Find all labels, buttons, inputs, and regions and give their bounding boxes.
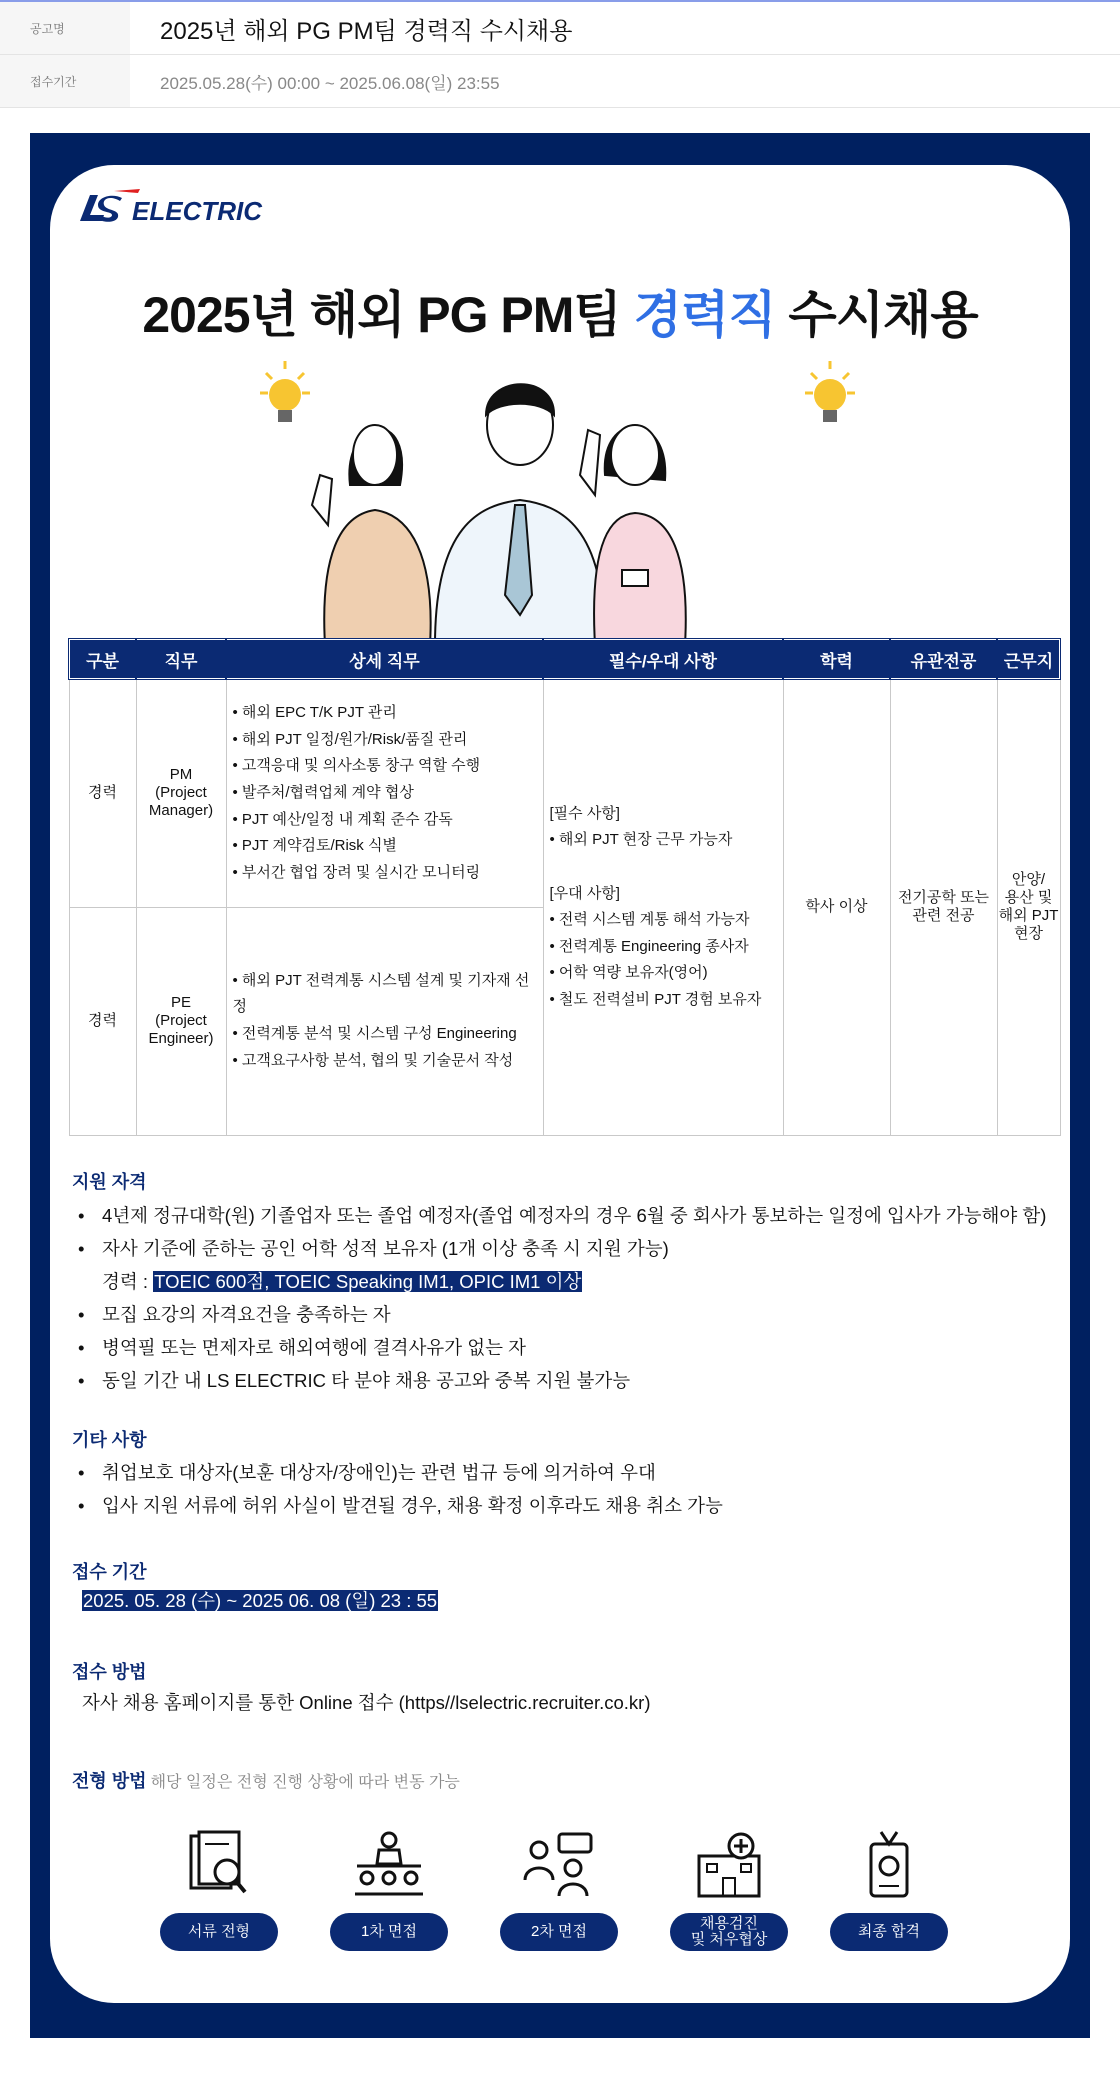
title-accent: 경력직 bbox=[633, 287, 776, 343]
list-item: • 발주처/협력업체 계약 협상 bbox=[232, 783, 414, 801]
cell-type: 경력 bbox=[69, 679, 136, 907]
list-item: • 취업보호 대상자(보훈 대상자/장애인)는 관련 법규 등에 의거하여 우대 bbox=[72, 1456, 723, 1489]
step-label: 채용검진 및 처우협상 bbox=[670, 1913, 788, 1951]
list-item: • 해외 PJT 현장 근무 가능자 bbox=[549, 831, 733, 849]
list-item: • 4년제 정규대학(원) 기졸업자 또는 졸업 예정자(졸업 예정자의 경우 6월 중 회사가 통보하는 일정에 입사가 가능해야 함) bbox=[72, 1199, 1046, 1232]
cell-type: 경력 bbox=[69, 907, 136, 1135]
step-final bbox=[830, 1830, 948, 1960]
step-interview-2 bbox=[500, 1830, 618, 1960]
posting-period-row bbox=[0, 55, 1120, 108]
panel-interview-icon bbox=[349, 1830, 429, 1900]
woman-left-figure bbox=[312, 425, 431, 645]
list-item: • 어학 역량 보유자(영어) bbox=[549, 964, 708, 982]
pm-details-list bbox=[233, 700, 543, 886]
list-item: • 전력계통 Engineering 종사자 bbox=[549, 937, 749, 955]
step-interview-1 bbox=[330, 1830, 448, 1960]
document-review-icon bbox=[179, 1830, 259, 1900]
etc-list bbox=[72, 1456, 723, 1522]
svg-text:ELECTRIC: ELECTRIC bbox=[132, 196, 262, 226]
etc-heading: 기타 사항 bbox=[72, 1430, 147, 1450]
list-item: • PJT 계약검토/Risk 식별 bbox=[232, 837, 397, 855]
col-header-requirements: 필수/우대 사항 bbox=[543, 639, 783, 679]
list-item: • 자사 기준에 준하는 공인 어학 성적 보유자 (1개 이상 충족 시 지원 가능) bbox=[72, 1232, 1046, 1265]
list-item: [필수 사항] bbox=[549, 804, 620, 822]
list-item: • 병역필 또는 면제자로 해외여행에 결격사유가 없는 자 bbox=[72, 1331, 1046, 1364]
col-header-details: 상세 직무 bbox=[226, 639, 543, 679]
cell-major: 전기공학 또는 관련 전공 bbox=[890, 679, 997, 1135]
period-value bbox=[82, 1587, 438, 1613]
col-header-type: 구분 bbox=[69, 639, 136, 679]
requirements-list bbox=[550, 801, 783, 1014]
list-item: • 해외 PJT 전력계통 시스템 설계 및 기자재 선정 bbox=[232, 971, 530, 1016]
list-item: • 해외 PJT 일정/원가/Risk/품질 관리 bbox=[232, 730, 468, 748]
step-label: 1차 면접 bbox=[330, 1913, 448, 1951]
step-document bbox=[160, 1830, 278, 1960]
language-highlight: TOEIC 600점, TOEIC Speaking IM1, OPIC IM1 이상 bbox=[154, 1271, 582, 1292]
list-item: • PJT 예산/일정 내 계획 준수 감독 bbox=[232, 810, 453, 828]
list-item: • 입사 지원 서류에 허위 사실이 발견될 경우, 채용 확정 이후라도 채용 취소 가능 bbox=[72, 1489, 723, 1522]
cell-education: 학사 이상 bbox=[783, 679, 890, 1135]
cell-role: PM (Project Manager) bbox=[136, 679, 226, 907]
list-item: • 철도 전력설비 PJT 경험 보유자 bbox=[549, 991, 762, 1009]
list-item: • 전력계통 분석 및 시스템 구성 Engineering bbox=[232, 1025, 517, 1042]
poster-card bbox=[50, 165, 1070, 2003]
poster-main-title bbox=[50, 275, 1070, 347]
lightbulb-left-icon bbox=[260, 361, 310, 422]
list-item: • 모집 요강의 자격요건을 충족하는 자 bbox=[72, 1298, 1046, 1331]
posting-title-label: 공고명 bbox=[0, 2, 130, 54]
step-label: 최종 합격 bbox=[830, 1913, 948, 1951]
step-label: 2차 면접 bbox=[500, 1913, 618, 1951]
interview-chat-icon bbox=[519, 1830, 599, 1900]
cell-requirements bbox=[543, 679, 783, 1135]
list-item: • 고객요구사항 분석, 협의 및 기술문서 작성 bbox=[232, 1051, 514, 1069]
cell-location: 안양/ 용산 및 해외 PJT 현장 bbox=[997, 679, 1060, 1135]
language-requirement bbox=[72, 1265, 1046, 1298]
cell-details bbox=[226, 679, 543, 907]
period-heading: 접수 기간 bbox=[72, 1562, 147, 1582]
method-heading: 접수 방법 bbox=[72, 1662, 147, 1682]
posting-period-label: 접수기간 bbox=[0, 55, 130, 107]
posting-period-value: 2025.05.28(수) 00:00 ~ 2025.06.08(일) 23:55 bbox=[160, 73, 500, 93]
list-item: • 부서간 협업 장려 및 실시간 모니터링 bbox=[232, 863, 481, 881]
list-item: • 전력 시스템 계통 해석 가능자 bbox=[549, 911, 750, 929]
job-table bbox=[68, 638, 1061, 1136]
col-header-education: 학력 bbox=[783, 639, 890, 679]
job-table-header bbox=[69, 639, 1060, 679]
woman-right-figure bbox=[594, 425, 686, 645]
id-badge-icon bbox=[849, 1830, 929, 1900]
title-part1: 2025년 해외 PG PM팀 bbox=[142, 287, 634, 343]
table-row bbox=[69, 679, 1060, 907]
step-health-check bbox=[670, 1830, 788, 1960]
col-header-location: 근무지 bbox=[997, 639, 1060, 679]
ls-electric-logo bbox=[80, 187, 320, 227]
step-label: 서류 전형 bbox=[160, 1913, 278, 1951]
posting-title-row bbox=[0, 2, 1120, 55]
posting-title-value: 2025년 해외 PG PM팀 경력직 수시채용 bbox=[160, 17, 573, 45]
language-prefix: 경력 : bbox=[102, 1271, 154, 1292]
process-heading bbox=[72, 1767, 460, 1793]
lightbulb-right-icon bbox=[805, 361, 855, 422]
qualification-list bbox=[72, 1199, 1046, 1397]
hospital-icon bbox=[689, 1830, 769, 1900]
man-center-figure bbox=[435, 384, 605, 645]
recruitment-poster bbox=[30, 133, 1090, 2038]
top-accent-line bbox=[0, 0, 1120, 2]
list-item: • 동일 기간 내 LS ELECTRIC 타 분야 채용 공고와 중복 지원 불가능 bbox=[72, 1364, 1046, 1397]
process-steps bbox=[160, 1830, 960, 1960]
list-item: • 해외 EPC T/K PJT 관리 bbox=[232, 704, 397, 722]
pe-details-list bbox=[233, 968, 543, 1074]
staff-illustration bbox=[250, 355, 870, 645]
col-header-major: 유관전공 bbox=[890, 639, 997, 679]
qualification-heading: 지원 자격 bbox=[72, 1172, 147, 1192]
period-highlight: 2025. 05. 28 (수) ~ 2025 06. 08 (일) 23 : 55 bbox=[83, 1590, 438, 1611]
cell-role: PE (Project Engineer) bbox=[136, 907, 226, 1135]
title-part2: 수시채용 bbox=[775, 287, 978, 343]
process-title: 전형 방법 bbox=[72, 1771, 147, 1791]
process-note: 해당 일정은 전형 진행 상황에 따라 변동 가능 bbox=[150, 1774, 460, 1791]
col-header-role: 직무 bbox=[136, 639, 226, 679]
list-item: • 고객응대 및 의사소통 창구 역할 수행 bbox=[232, 757, 481, 775]
list-item bbox=[550, 854, 783, 881]
cell-details bbox=[226, 907, 543, 1135]
list-item: [우대 사항] bbox=[549, 884, 620, 902]
method-value: 자사 채용 홈페이지를 통한 Online 접수 (https//lselectric.recruiter.co.kr) bbox=[82, 1692, 651, 1713]
